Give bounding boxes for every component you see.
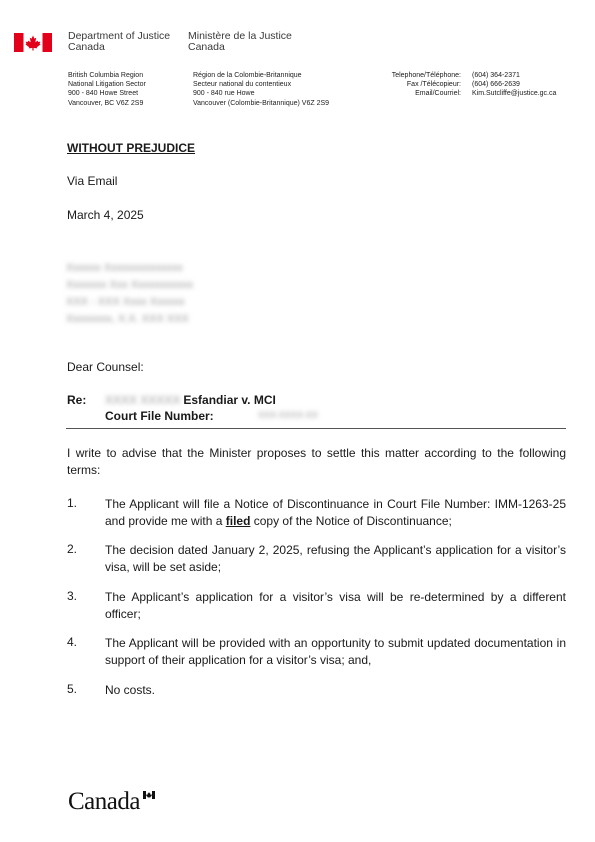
filed-emphasis: filed [225,514,251,528]
without-prejudice-heading: WITHOUT PREJUDICE [67,141,196,155]
address-en-line: British Columbia Region [68,72,144,79]
department-name-english [68,31,170,53]
list-item-text: The Applicant’s application for a visitor’s visa will be re-determined by a different officer; [105,590,566,621]
list-item-text: The decision dated January 2, 2025, refusing the Applicant’s application for a visitor’s visa, will be set aside; [105,543,566,574]
item-text-part: copy of the Notice of Discontinuance; [250,514,452,528]
department-name-french [188,31,292,53]
list-item-number: 1. [67,496,78,510]
wordmark-flag-icon [143,791,155,799]
fax-value: (604) 666-2639 [472,81,520,89]
dept-fr-line1: Ministère de la Justice [188,30,292,42]
email-label: Email/Courriel: [415,90,461,98]
redacted-court-file-number: XXX-XXXX-XX [258,410,319,420]
dept-en-line1: Department of Justice [68,30,171,42]
redacted-name: XXXX XXXXX [105,393,181,407]
address-english [68,71,146,108]
telephone-label: Telephone/Téléphone: [391,72,461,79]
telephone-value: (604) 364-2371 [472,72,520,79]
address-fr-line: Secteur national du contentieux [193,81,292,89]
redacted-recipient-address: Xxxxxx Xxxxxxxxxxxxxx Xxxxxxx Xxx Xxxxxxxxxxx XXX - XXX Xxxx Xxxxxx Xxxxxxxx, X.X. XXX XXX [66,262,194,325]
email-value[interactable]: Kim.Sutcliffe@justice.gc.ca [472,90,557,98]
intro-paragraph: I write to advise that the Minister proposes to settle this matter according to the following terms: [67,446,566,477]
canada-wordmark-logo: Canada [68,788,140,815]
delivery-method: Via Email [67,174,118,188]
letter-date: March 4, 2025 [67,208,144,222]
address-fr-line: Région de la Colombie-Britannique [193,72,302,79]
address-en-line: Vancouver, BC V6Z 2S9 [68,99,144,107]
item-text-part: The Applicant will file a Notice of Discontinuance in Court File Number: IMM-1263-25 and provide me with a [105,497,566,528]
list-item-number: 5. [67,682,78,696]
fax-label: Fax /Télécopieur: [406,81,461,89]
divider-line [66,428,566,429]
address-en-line: National Litigation Sector [68,81,146,89]
dept-en-line2: Canada [68,41,105,53]
case-name: Esfandiar v. MCI [183,393,276,407]
contact-values [472,71,556,99]
address-en-line: 900 - 840 Howe Street [68,90,139,98]
list-item-text: No costs. [105,683,156,697]
address-fr-line: Vancouver (Colombie-Britannique) V6Z 2S9 [193,99,330,107]
contact-labels [360,71,461,99]
list-item-text [105,496,566,530]
re-subject [105,393,276,408]
list-item-number: 4. [67,635,78,649]
salutation: Dear Counsel: [67,360,144,374]
canada-flag-icon [14,33,52,52]
address-fr-line: 900 - 840 rue Howe [193,90,255,98]
list-item-text: The Applicant will be provided with an opportunity to submit updated documentation in support of their application for a visitor’s visa; and, [105,636,566,667]
list-item-number: 2. [67,542,78,556]
dept-fr-line2: Canada [188,41,225,53]
address-french [193,71,329,108]
re-label: Re: [67,393,87,407]
court-file-label: Court File Number: [105,409,214,423]
list-item-number: 3. [67,589,78,603]
